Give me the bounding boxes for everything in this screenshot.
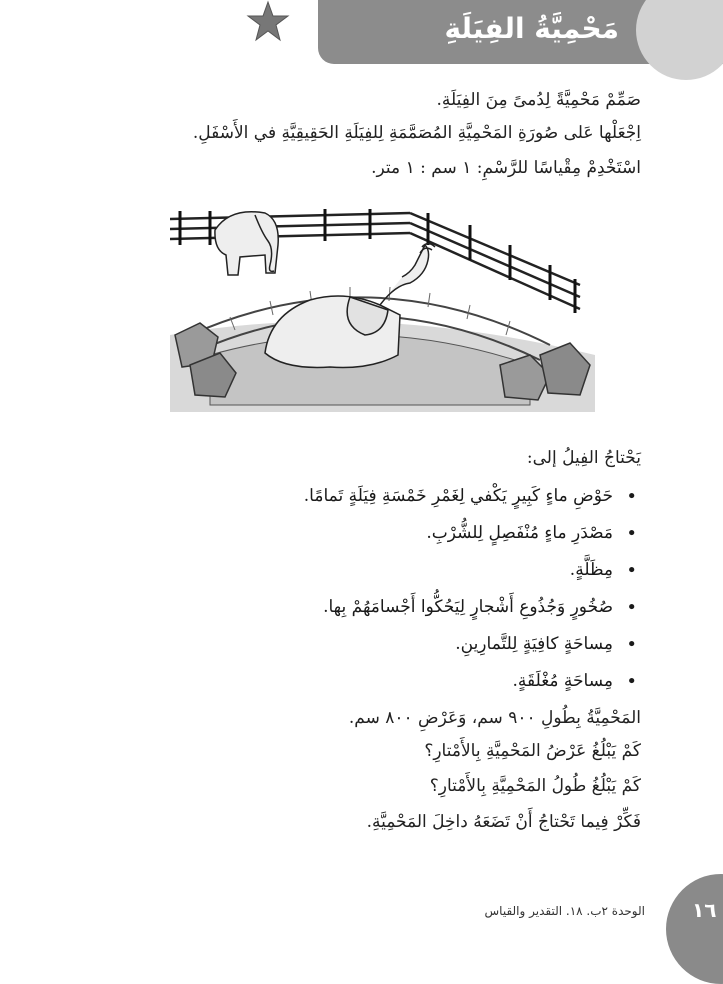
question-3: فَكِّرْ فِيما تَحْتاجُ أَنْ تَضَعَهُ داخِلَ المَحْمِيَّةِ.: [366, 812, 641, 832]
needs-heading: يَحْتاجُ الفِيلُ إلى:: [526, 448, 641, 468]
question-2: كَمْ يَبْلُغُ طُولُ المَحْمِيَّةِ بِالأَمْتارِ؟: [429, 776, 641, 796]
elephant-enclosure-illustration: [170, 205, 595, 412]
intro-line-2: اِجْعَلْها عَلى صُورَةِ المَحْمِيَّةِ المُصَمَّمَةِ لِلفِيَلَةِ الحَقِيقِيَّةِ في الأَسْفَلِ.: [192, 123, 641, 143]
needs-item: • مِظَلَّةٍ.: [304, 552, 613, 589]
footer-unit-text: الوحدة ٢ب. ١٨. التقدير والقياس: [484, 904, 645, 918]
intro-line-3: اسْتَخْدِمْ مِقْياسًا للرَّسْمِ: ١ سم : ١ متر.: [371, 158, 641, 178]
header-decor-circle: [636, 0, 723, 80]
intro-line-1: صَمِّمْ مَحْمِيَّةً لِدُمىً مِنَ الفِيَلَةِ.: [436, 90, 641, 110]
needs-item: • مِساحَةٍ مُغْلَقَةٍ.: [304, 663, 613, 700]
needs-list: [304, 478, 613, 700]
dimensions-text: المَحْمِيَّةُ بِطُولِ ٩٠٠ سم، وَعَرْضِ ٨٠٠ سم.: [348, 708, 641, 728]
star-icon: [246, 0, 290, 44]
page-number-circle: [666, 874, 723, 984]
needs-item: • حَوْضِ ماءٍ كَبِيرٍ يَكْفي لِغَمْرِ خَمْسَةِ فِيَلَةٍ تَمامًا.: [304, 478, 613, 515]
needs-item: • صُخُورٍ وَجُذُوعِ أَشْجارٍ لِيَحُكُّوا أَجْسامَهُمْ بِها.: [304, 589, 613, 626]
needs-item: • مَصْدَرِ ماءٍ مُنْفَصِلٍ لِلشُّرْبِ.: [304, 515, 613, 552]
question-1: كَمْ يَبْلُغُ عَرْضُ المَحْمِيَّةِ بِالأَمْتارِ؟: [424, 741, 641, 761]
page-title: مَحْمِيَّةُ الفِيَلَةِ: [444, 12, 619, 45]
needs-item: • مِساحَةٍ كافِيَةٍ لِلتَّمارِينِ.: [304, 626, 613, 663]
page-number: ١٦: [692, 898, 717, 922]
